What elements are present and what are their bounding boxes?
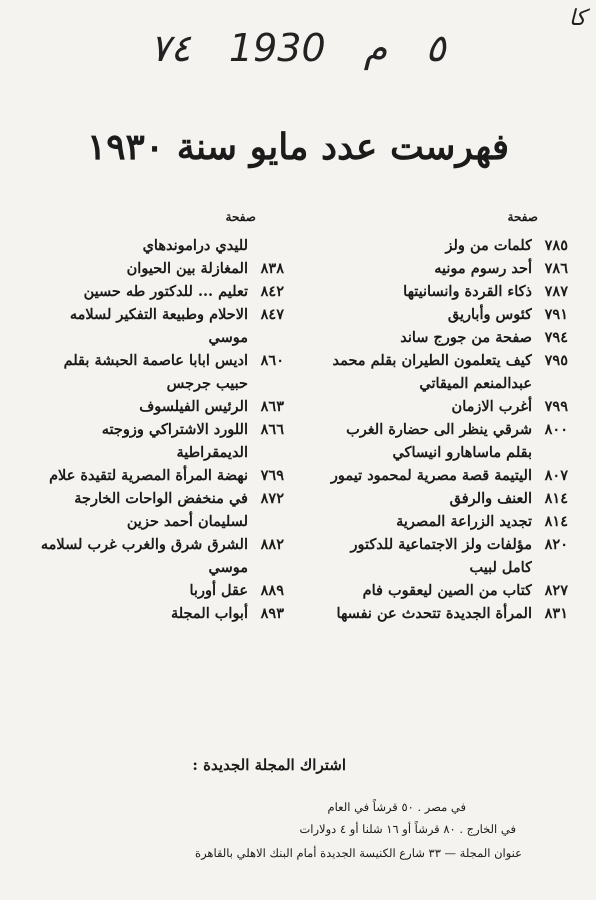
entry-title: كئوس وأباريق — [447, 306, 532, 323]
contents-entry — [12, 533, 284, 556]
entry-title: تجديد الزراعة المصرية — [396, 513, 532, 530]
subscription-abroad-price: في الخارج . ٨٠ قرشاً أو ١٦ شلنا أو ٤ دولارات — [299, 822, 516, 836]
contents-entry — [12, 418, 284, 441]
entry-title: اديس ابابا عاصمة الحبشة بقلم — [63, 352, 248, 369]
contents-entry — [12, 234, 284, 257]
contents-column-left — [12, 234, 284, 625]
entry-title: بقلم ماساهارو انيساكي — [392, 444, 532, 461]
handwritten-archive-note — [150, 26, 470, 70]
entry-page-number: ٧٩٥ — [544, 352, 568, 369]
handwritten-month: ٥ — [425, 26, 446, 70]
entry-page-number: ٧٨٦ — [544, 260, 568, 277]
contents-entry — [296, 280, 568, 303]
entry-page-number: ٧٩٩ — [544, 398, 568, 415]
entry-title: عقل أوربا — [189, 582, 248, 599]
entry-title: مؤلفات ولز الاجتماعية للدكتور — [350, 536, 532, 553]
contents-entry — [12, 556, 284, 579]
entry-title: الاحلام وطبيعة التفكير لسلامه — [69, 306, 248, 323]
entry-page-number: ٨٩٣ — [260, 605, 284, 622]
handwritten-corner-note: كا — [568, 6, 586, 31]
entry-page-number: ٨٦٦ — [260, 421, 284, 438]
entry-title: كلمات من ولز — [445, 237, 532, 254]
entry-title: تعليم ... للدكتور طه حسين — [83, 283, 248, 300]
entry-page-number: ٨٣١ — [544, 605, 568, 622]
entry-page-number: ٨٤٢ — [260, 283, 284, 300]
contents-entry — [12, 441, 284, 464]
entry-title: اليتيمة قصة مصرية لمحمود تيمور — [330, 467, 532, 484]
entry-page-number: ٨٨٩ — [260, 582, 284, 599]
contents-entry — [296, 556, 568, 579]
entry-page-number: ٧٨٥ — [544, 237, 568, 254]
contents-entry — [12, 326, 284, 349]
handwritten-mark: م — [363, 26, 388, 70]
entry-title: العنف والرفق — [449, 490, 532, 507]
entry-title: كتاب من الصين ليعقوب فام — [362, 582, 532, 599]
entry-title: موسي — [208, 559, 248, 576]
entry-page-number: ٨٨٢ — [260, 536, 284, 553]
entry-page-number: ٨٢٠ — [544, 536, 568, 553]
entry-title: كيف يتعلمون الطيران بقلم محمد — [332, 352, 532, 369]
entry-title: لسليمان أحمد حزين — [126, 513, 248, 530]
entry-title: أبواب المجلة — [170, 605, 248, 622]
entry-title: في منخفض الواحات الخارجة — [74, 490, 248, 507]
contents-entry — [12, 303, 284, 326]
magazine-address: عنوان المجلة — ٣٣ شارع الكنيسة الجديدة أمام البنك الاهلي بالقاهرة — [195, 846, 522, 860]
contents-entry — [12, 395, 284, 418]
entry-page-number: ٨٠٠ — [544, 421, 568, 438]
entry-title: لليدي دراموندهاي — [142, 237, 248, 254]
entry-title: كامل لبيب — [469, 559, 532, 576]
contents-entry — [296, 326, 568, 349]
page-column-label-right: صفحة — [507, 210, 538, 224]
handwritten-year: 1930 — [228, 26, 326, 70]
entry-title: حبيب جرجس — [166, 375, 248, 392]
entry-page-number: ٨٧٢ — [260, 490, 284, 507]
entry-page-number: ٨١٤ — [544, 513, 568, 530]
contents-entry — [296, 349, 568, 372]
contents-entry — [296, 487, 568, 510]
contents-entry — [12, 257, 284, 280]
entry-title: اللورد الاشتراكي وزوجته — [101, 421, 248, 438]
entry-title: المغازلة بين الحيوان — [126, 260, 248, 277]
entry-page-number: ٨١٤ — [544, 490, 568, 507]
entry-page-number: ٧٦٩ — [260, 467, 284, 484]
entry-title: أغرب الازمان — [451, 398, 532, 415]
contents-entry — [296, 395, 568, 418]
contents-entry — [12, 280, 284, 303]
entry-page-number: ٨٣٨ — [260, 260, 284, 277]
entry-page-number: ٨٦٣ — [260, 398, 284, 415]
entry-title: شرقي ينظر الى حضارة الغرب — [346, 421, 532, 438]
contents-entry — [12, 372, 284, 395]
handwritten-issue-number: ٧٤ — [150, 26, 191, 70]
entry-page-number: ٧٩٤ — [544, 329, 568, 346]
subscription-egypt-price: في مصر . ٥٠ قرشاً في العام — [327, 800, 466, 814]
entry-title: ذكاء القردة وانسانيتها — [403, 283, 532, 300]
page-column-label-left: صفحة — [225, 210, 256, 224]
contents-entry — [12, 487, 284, 510]
entry-page-number: ٧٨٧ — [544, 283, 568, 300]
entry-page-number: ٧٩١ — [544, 306, 568, 323]
contents-entry — [12, 579, 284, 602]
subscription-heading: اشتراك المجلة الجديدة : — [192, 756, 346, 774]
entry-page-number: ٨٠٧ — [544, 467, 568, 484]
contents-entry — [296, 464, 568, 487]
contents-entry — [296, 441, 568, 464]
entry-page-number: ٨٤٧ — [260, 306, 284, 323]
entry-page-number: ٨٦٠ — [260, 352, 284, 369]
contents-entry — [296, 234, 568, 257]
contents-entry — [296, 372, 568, 395]
contents-entry — [296, 418, 568, 441]
entry-page-number: ٨٢٧ — [544, 582, 568, 599]
entry-title: نهضة المرأة المصرية لتقيدة علام — [49, 467, 248, 484]
contents-entry — [296, 602, 568, 625]
entry-title: المرأة الجديدة تتحدث عن نفسها — [336, 605, 532, 622]
entry-title: أحد رسوم مونيه — [434, 260, 532, 277]
entry-title: صفحة من جورج ساند — [400, 329, 532, 346]
contents-entry — [296, 579, 568, 602]
entry-title: الديمقراطية — [176, 444, 248, 461]
contents-entry — [296, 510, 568, 533]
contents-entry — [296, 533, 568, 556]
contents-entry — [12, 602, 284, 625]
entry-title: الشرق شرق والغرب غرب لسلامه — [40, 536, 248, 553]
contents-entry — [12, 464, 284, 487]
contents-column-right — [296, 234, 568, 625]
contents-entry — [296, 303, 568, 326]
contents-entry — [12, 510, 284, 533]
page-title: فهرست عدد مايو سنة ١٩٣٠ — [86, 126, 510, 168]
entry-title: الرئيس الفيلسوف — [139, 398, 248, 415]
contents-entry — [296, 257, 568, 280]
contents-entry — [12, 349, 284, 372]
entry-title: موسي — [208, 329, 248, 346]
entry-title: عبدالمنعم الميقاتي — [419, 375, 532, 392]
